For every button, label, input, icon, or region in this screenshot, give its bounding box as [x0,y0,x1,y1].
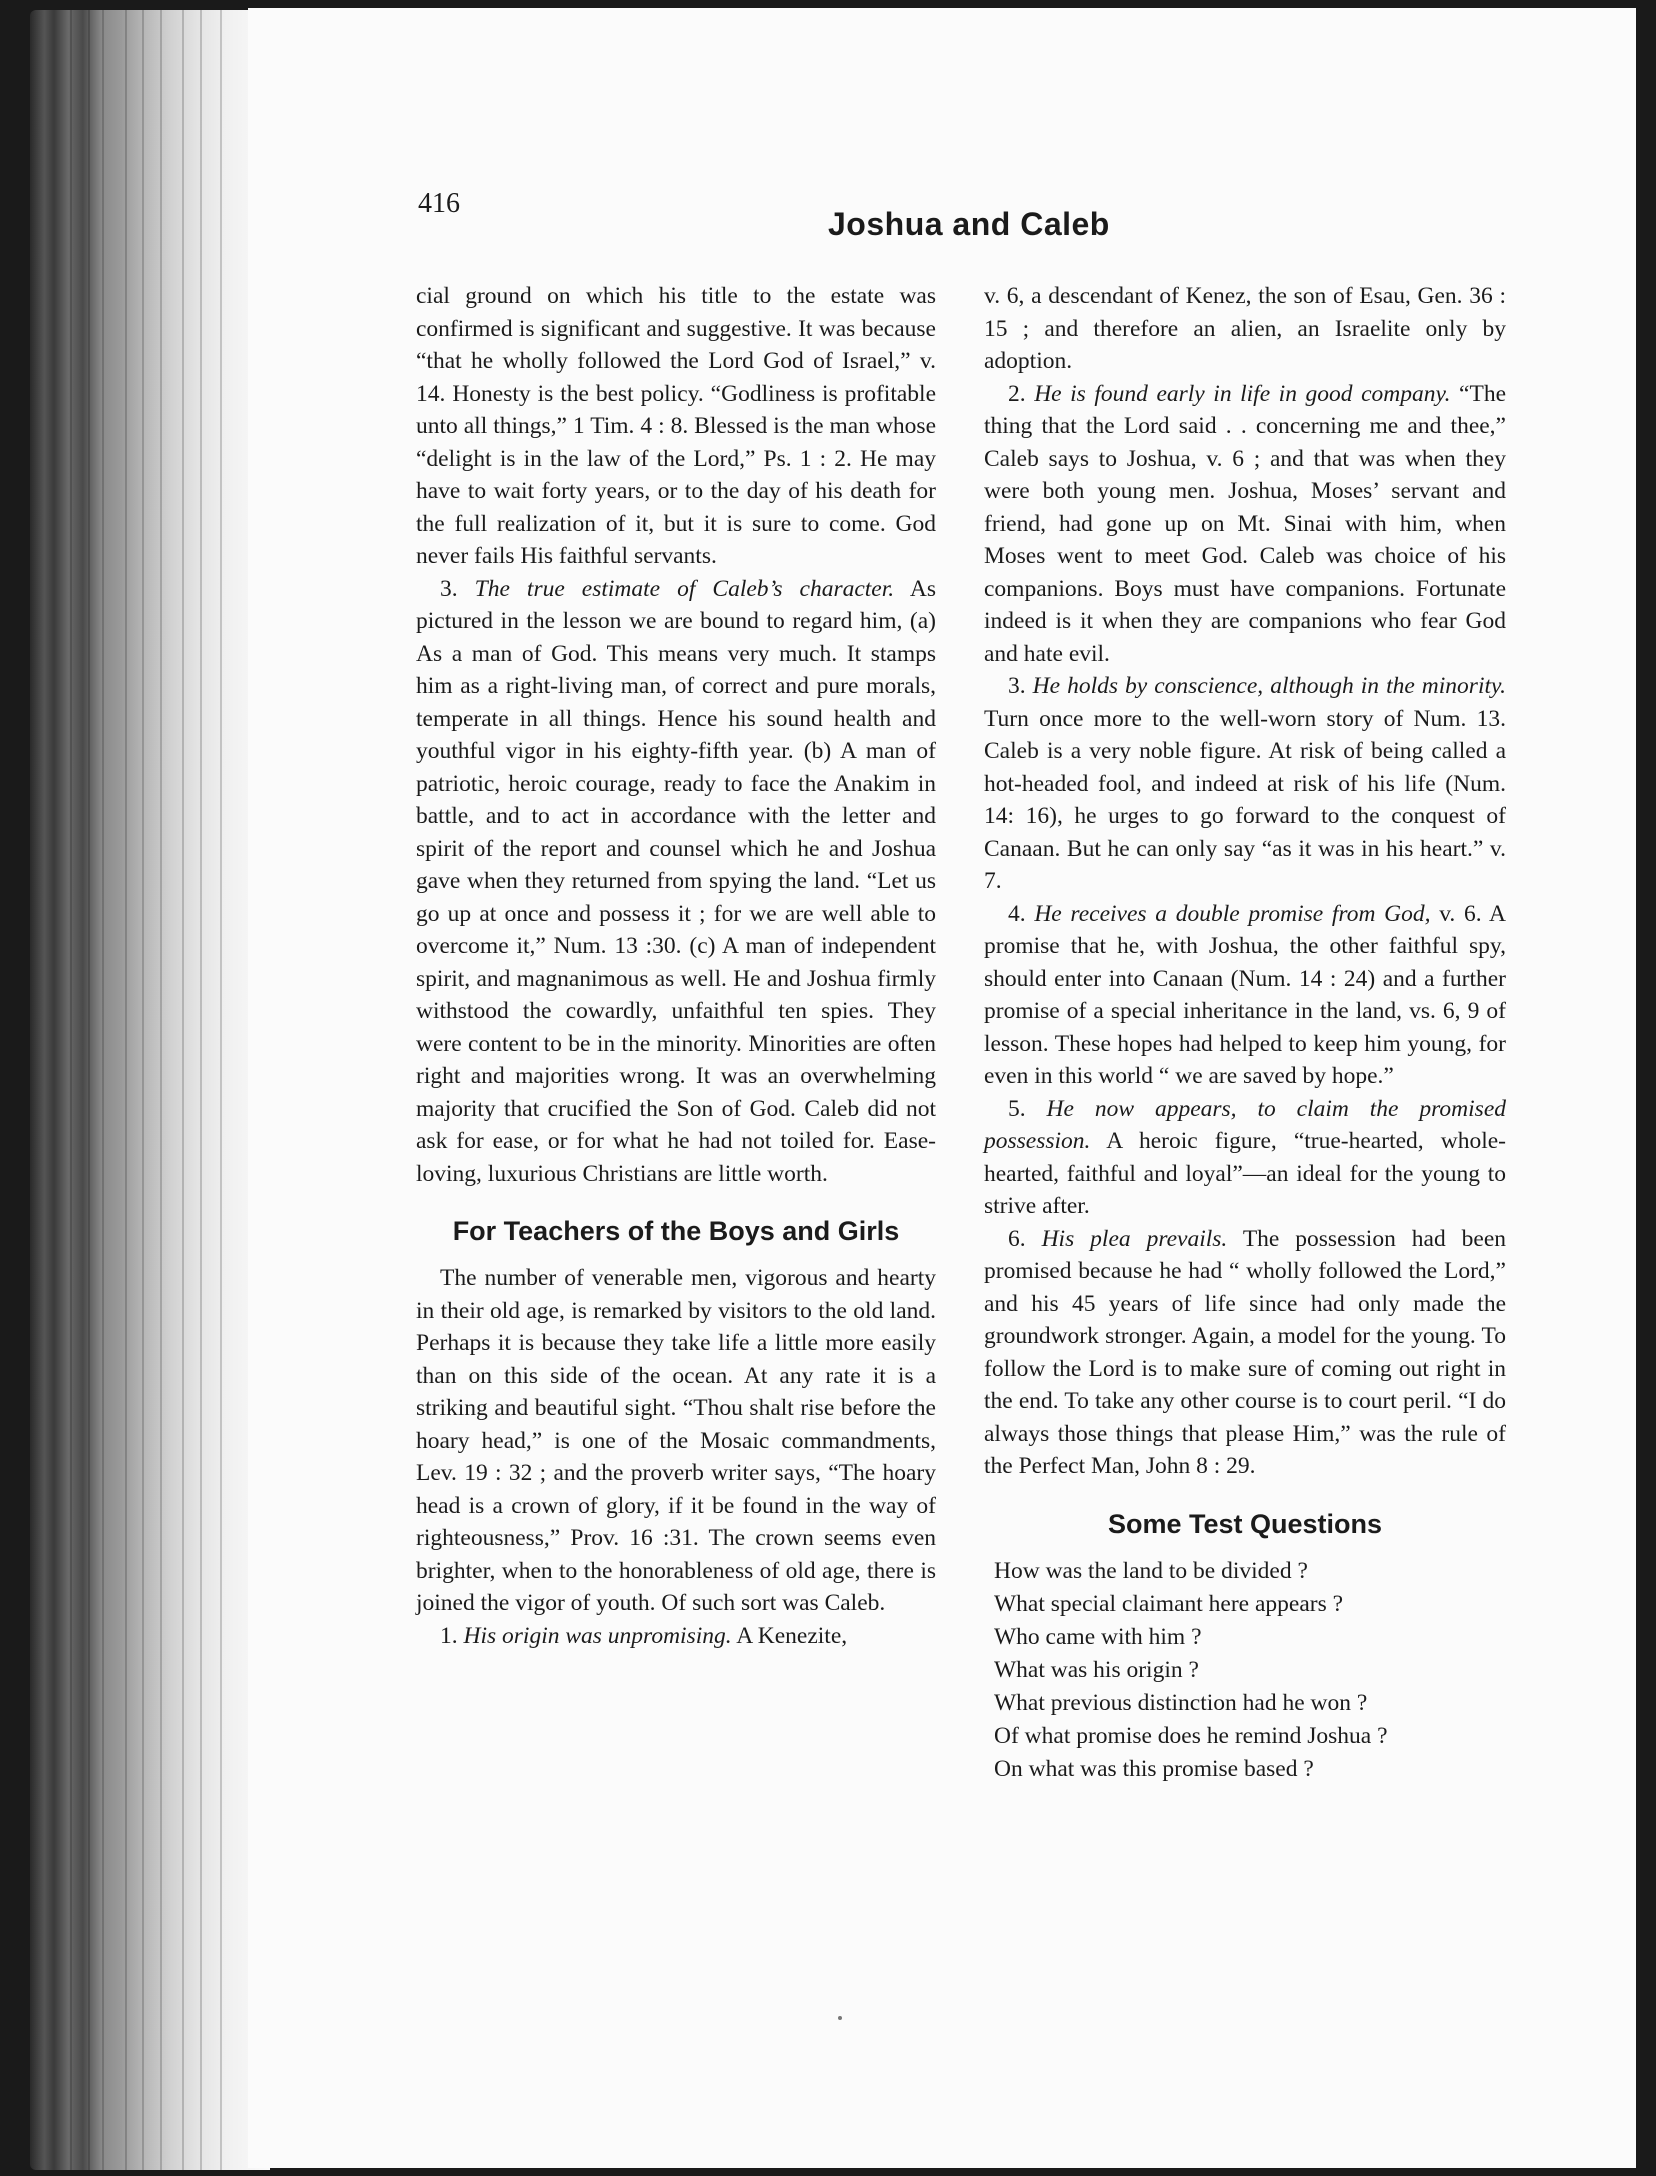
book-page-edges [30,10,270,2170]
right-column [984,280,1506,1786]
running-title: Joshua and Caleb [828,206,1110,242]
paragraph: 3. The true estimate of Caleb’s character. As pictured in the lesson we are bound to regard him, (a) As a man of God. This means very much. It stamps him as a right-living man, of correct and pure morals, temperate in all things. Hence his sound health and youthful vigor in his eighty-fifth year. (b) A man of patriotic, heroic courage, ready to face the Anakim in battle, and to act in accordance with the letter and spirit of the report and counsel which he and Joshua gave when they returned from spying the land. “Let us go up at once and possess it ; for we are well able to overcome it,” Num. 13 :30. (c) A man of independent spirit, and magnanimous as well. He and Joshua firmly withstood the cowardly, unfaithful ten spies. They were content to be in the minority. Minorities are often right and majorities wrong. It was an overwhelming majority that crucified the Son of God. Caleb did not ask for ease, or for what he had not toiled for. Ease-loving, luxurious Christians are little worth. [416,575,937,1187]
italic-heading: He is found early in life in good company. [1034,380,1451,407]
italic-heading: The true estimate of Caleb’s character. [474,575,895,602]
paragraph: v. 6, a descendant of Kenez, the son of Esau, Gen. 36 : 15 ; and therefore an alien, an Israelite only by adoption. [984,283,1506,374]
section-heading: For Teachers of the Boys and Girls [452,1216,900,1246]
italic-heading: He now appears, to claim the promised possession. [984,1095,1507,1154]
left-column [416,280,936,1652]
questions-list [984,1555,1506,1786]
paragraph: 1. His origin was unpromising. A Kenezite, [440,1622,848,1649]
list-item: What was his origin ? [994,1656,1199,1683]
italic-heading: He holds by conscience, although in the minority. [1032,673,1507,699]
page-number: 416 [418,188,460,219]
paragraph: 3. He holds by conscience, although in the minority. Turn once more to the well-worn story of Num. 13. Caleb is a very noble figure. At risk of being called a hot-headed fool, and indeed at risk of his life (Num. 14: 16), he urges to go forward to the conquest of Canaan. But he can only say “as it was in his heart.” v. 7. [984,673,1507,894]
list-item: What previous distinction had he won ? [994,1689,1368,1716]
paragraph: 6. His plea prevails. The possession had been promised because he had “ wholly followed the Lord,” and his 45 years of life since had only made the groundwork stronger. Again, a model for the young. To follow the Lord is to make sure of coming out right in the end. To take any other course is to court peril. “I do always those things that please Him,” was the rule of the Perfect Man, John 8 : 29. [984,1225,1507,1479]
italic-heading: His origin was unpromising. [463,1622,732,1649]
paragraph: 2. He is found early in life in good company. “The thing that the Lord said . . concerning me and thee,” Caleb says to Joshua, v. 6 ; and that was when they were both young men. Joshua, Moses’ servant and friend, had gone up on Mt. Sinai with him, when Moses went to meet God. Caleb was choice of his companions. Boys must have companions. Fortunate indeed is it when they are companions who fear God and hate evil. [984,380,1507,667]
list-item: Of what promise does he remind Joshua ? [994,1722,1388,1749]
italic-heading: His plea prevails. [1041,1225,1228,1252]
list-item: What special claimant here appears ? [994,1590,1344,1617]
paragraph: The number of venerable men, vigorous and hearty in their old age, is remarked by visitors to the old land. Perhaps it is because they take life a little more easily than on this side of the ocean. At any rate it is a striking and beautiful sight. “Thou shalt rise before the hoary head,” is one of the Mosaic commandments, Lev. 19 : 32 ; and the proverb writer says, “The hoary head is a crown of glory, if it be found in the way of righteousness,” Prov. 16 :31. The crown seems even brighter, when to the honorableness of old age, there is joined the vigor of youth. Of such sort was Caleb. [416,1265,936,1616]
paragraph: 5. He now appears, to claim the promised possession. A heroic figure, “true-hearted, whole-hearted, faithful and loyal”—an ideal for the young to strive after. [984,1095,1507,1219]
list-item: How was the land to be divided ? [994,1557,1308,1584]
paragraph: 4. He receives a double promise from God, v. 6. A promise that he, with Joshua, the other faithful spy, should enter into Canaan (Num. 14 : 24) and a further promise of a special inheritance in the land, vs. 6, 9 of lesson. These hopes had helped to keep him young, for even in this world “ we are saved by hope.” [984,900,1506,1089]
book-page [248,8,1636,2168]
print-speck [838,2016,842,2020]
italic-heading: He receives a double promise from God, [1034,900,1431,927]
list-item: Who came with him ? [994,1623,1202,1650]
section-heading: Some Test Questions [1107,1508,1383,1539]
list-item: On what was this promise based ? [994,1755,1314,1782]
paragraph: cial ground on which his title to the estate was confirmed is significant and suggestive. It was because “that he wholly followed the Lord God of Israel,” v. 14. Honesty is the best policy. “Godliness is profitable unto all things,” 1 Tim. 4 : 8. Blessed is the man whose “delight is in the law of the Lord,” Ps. 1 : 2. He may have to wait forty years, or to the day of his death for the full realization of it, but it is sure to come. God never fails His faithful servants. [416,283,936,569]
